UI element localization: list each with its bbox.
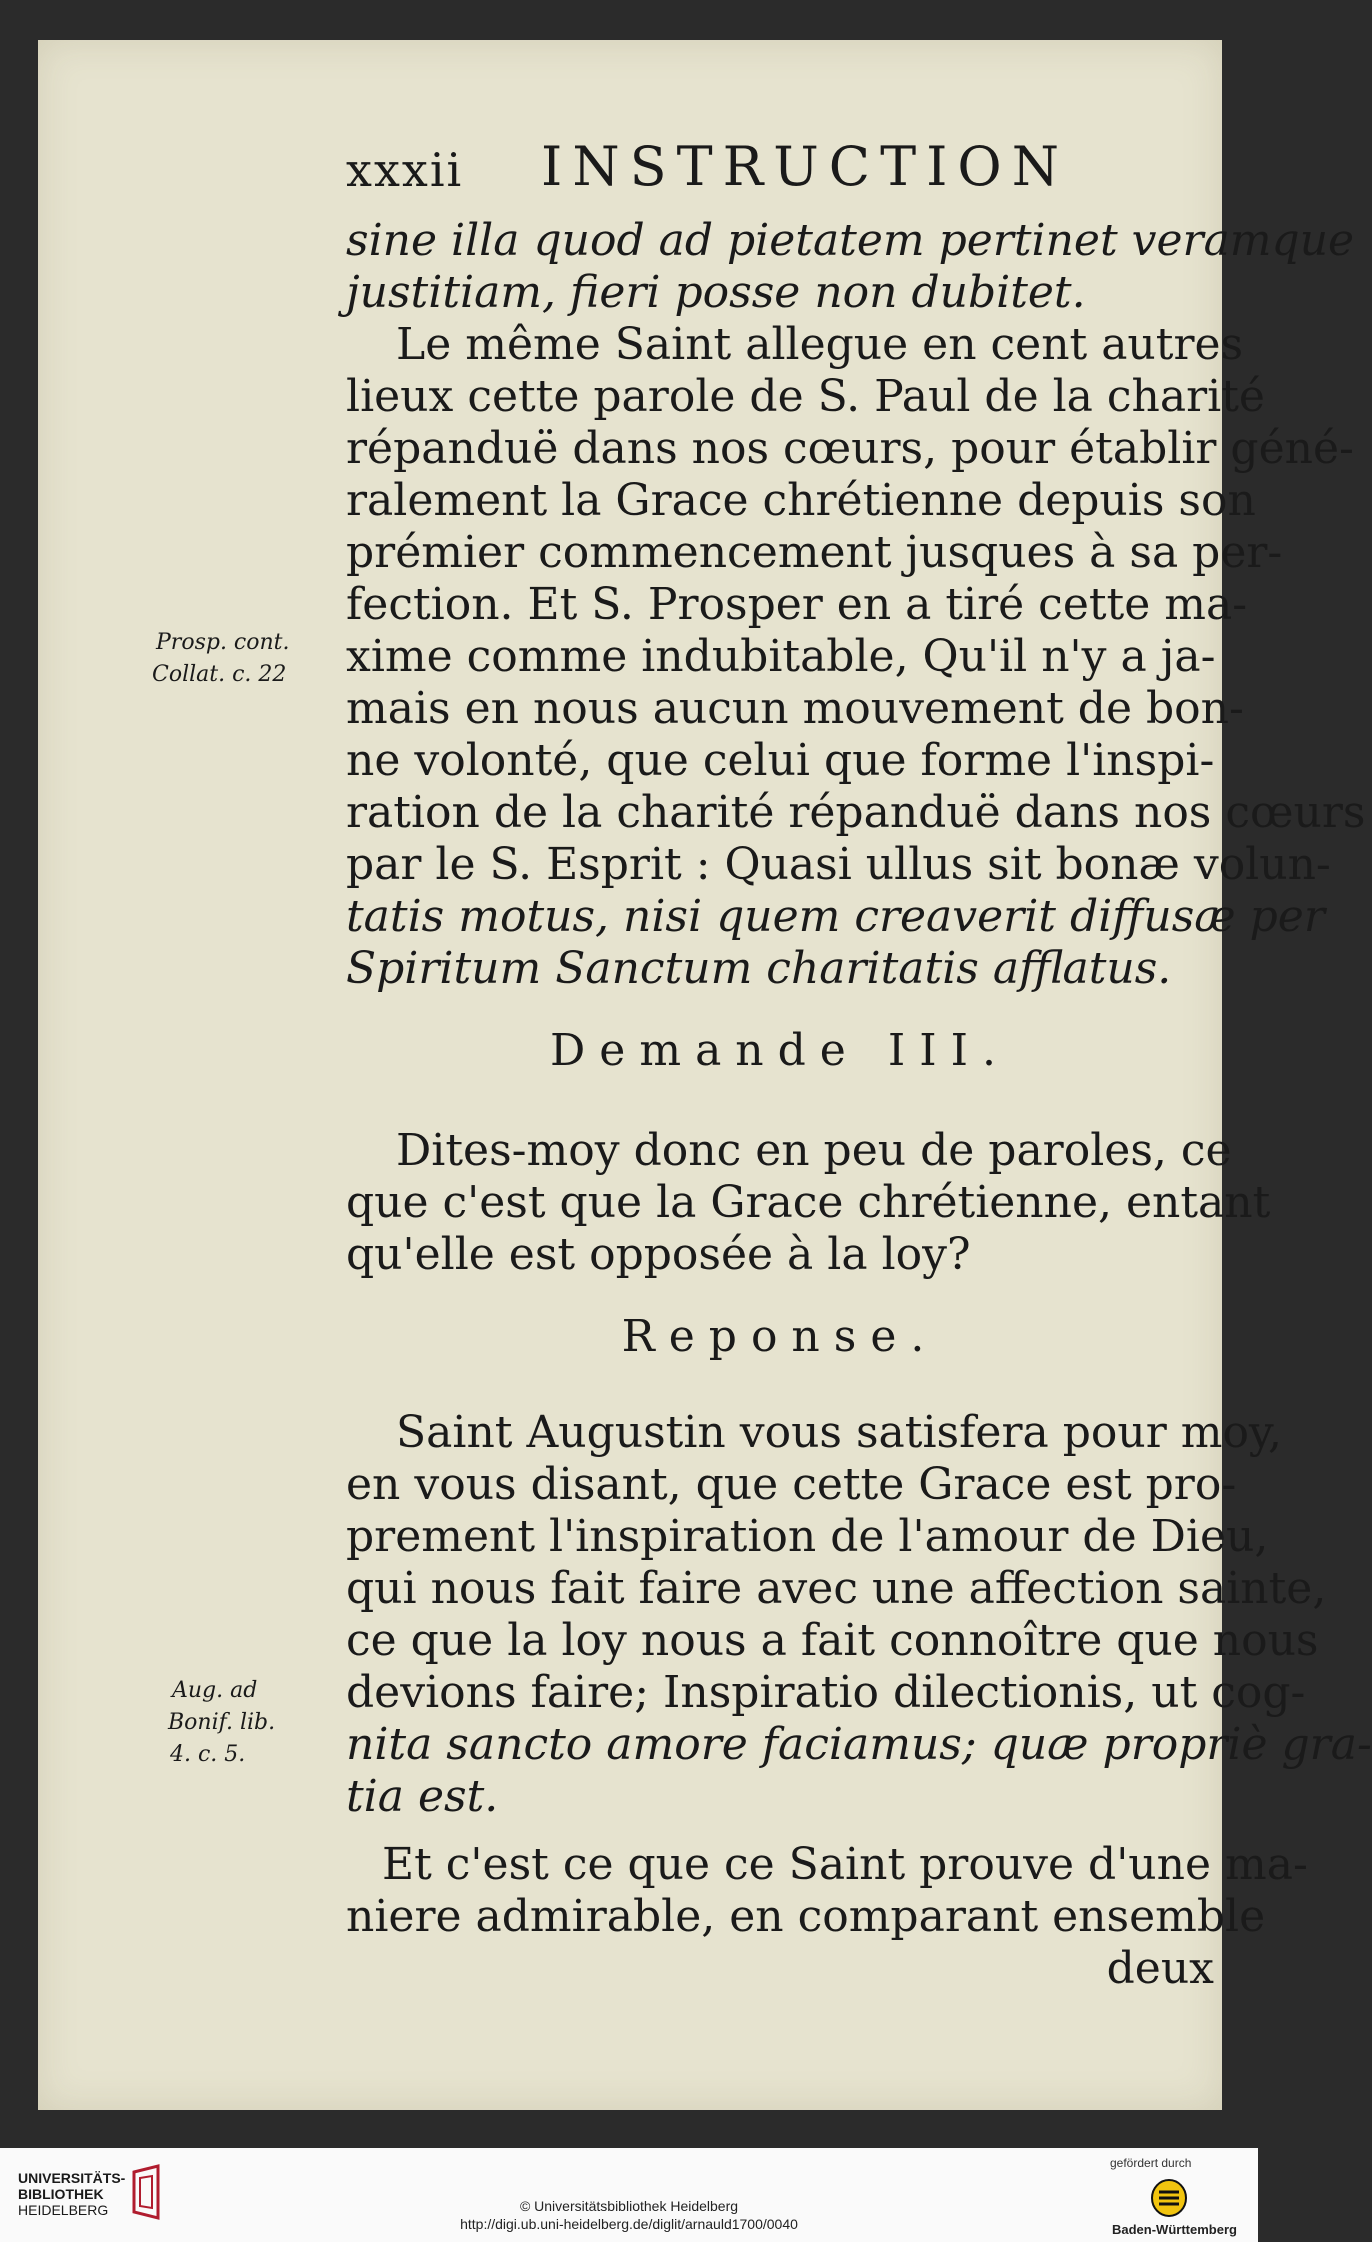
section-heading-demande: Demande III. [550,1025,1010,1076]
funded-by-label: gefördert durch [1110,2156,1192,2170]
text-line: par le S. Esprit : Quasi ullus sit bonæ volun- [346,839,1331,890]
text-line: qui nous fait faire avec une affection sainte, [346,1563,1327,1614]
running-title: INSTRUCTION [541,135,1069,198]
text-line: mais en nous aucun mouvement de bon- [346,683,1244,734]
text-line: tatis motus, nisi quem creaverit diffusæ per [346,891,1325,942]
marginal-note: Bonif. lib. [168,1710,276,1735]
text-line: niere admirable, en comparant ensemble [346,1891,1266,1942]
funder-name: Baden-Württemberg [1112,2222,1237,2237]
text-line: ce que la loy nous a fait connoître que nous [346,1615,1319,1666]
page-url[interactable]: http://digi.ub.uni-heidelberg.de/diglit/arnauld1700/0040 [460,2216,798,2232]
baden-wuerttemberg-crest-icon [1150,2178,1188,2218]
text-line: Le même Saint allegue en cent autres [396,319,1244,370]
text-line: que c'est que la Grace chrétienne, entant [346,1177,1271,1228]
marginal-note: Collat. c. 22 [152,662,287,687]
text-line: Saint Augustin vous satisfera pour moy, [396,1407,1282,1458]
text-line: Dites-moy donc en peu de paroles, ce [396,1125,1232,1176]
section-heading-reponse: Reponse. [621,1311,939,1362]
text-line: justitiam, fieri posse non dubitet. [346,267,1086,318]
text-line: qu'elle est opposée à la loy? [346,1229,971,1280]
book-page [38,40,1372,2110]
text-line: devions faire; Inspiratio dilectionis, ut cog- [346,1667,1306,1718]
text-line: sine illa quod ad pietatem pertinet veramque [346,215,1355,266]
text-line: Et c'est ce que ce Saint prouve d'une ma- [382,1839,1308,1890]
text-line: prémier commencement jusques à sa per- [346,527,1283,578]
text-line: nita sancto amore faciamus; quæ propriè gra- [346,1719,1372,1770]
library-line: HEIDELBERG [18,2202,109,2218]
text-line: fection. Et S. Prosper en a tiré cette ma- [346,579,1248,630]
text-line: ralement la Grace chrétienne depuis son [346,475,1256,526]
viewer-footer [0,2148,1258,2242]
text-line: ration de la charité répanduë dans nos cœurs [346,787,1366,838]
folio: xxxii [346,143,464,197]
library-line: UNIVERSITÄTS- [18,2170,126,2186]
library-line: BIBLIOTHEK [18,2186,104,2202]
marginal-note: 4. c. 5. [170,1742,246,1767]
copyright-text: © Universitätsbibliothek Heidelberg [519,2198,739,2214]
text-line: Spiritum Sanctum charitatis afflatus. [346,943,1172,994]
text-line: lieux cette parole de S. Paul de la charité [346,371,1265,422]
marginal-note: Prosp. cont. [156,630,290,655]
marginal-note: Aug. ad [172,1678,258,1703]
text-line: ne volonté, que celui que forme l'inspi- [346,735,1215,786]
text-line: tia est. [346,1771,499,1822]
catchword: deux [1106,1943,1214,1994]
text-line: en vous disant, que cette Grace est pro- [346,1459,1237,1510]
text-line: répanduë dans nos cœurs, pour établir géné- [346,423,1354,474]
page-header [346,135,1214,205]
text-line: prement l'inspiration de l'amour de Dieu, [346,1511,1269,1562]
text-line: xime comme indubitable, Qu'il n'y a ja- [346,631,1216,682]
